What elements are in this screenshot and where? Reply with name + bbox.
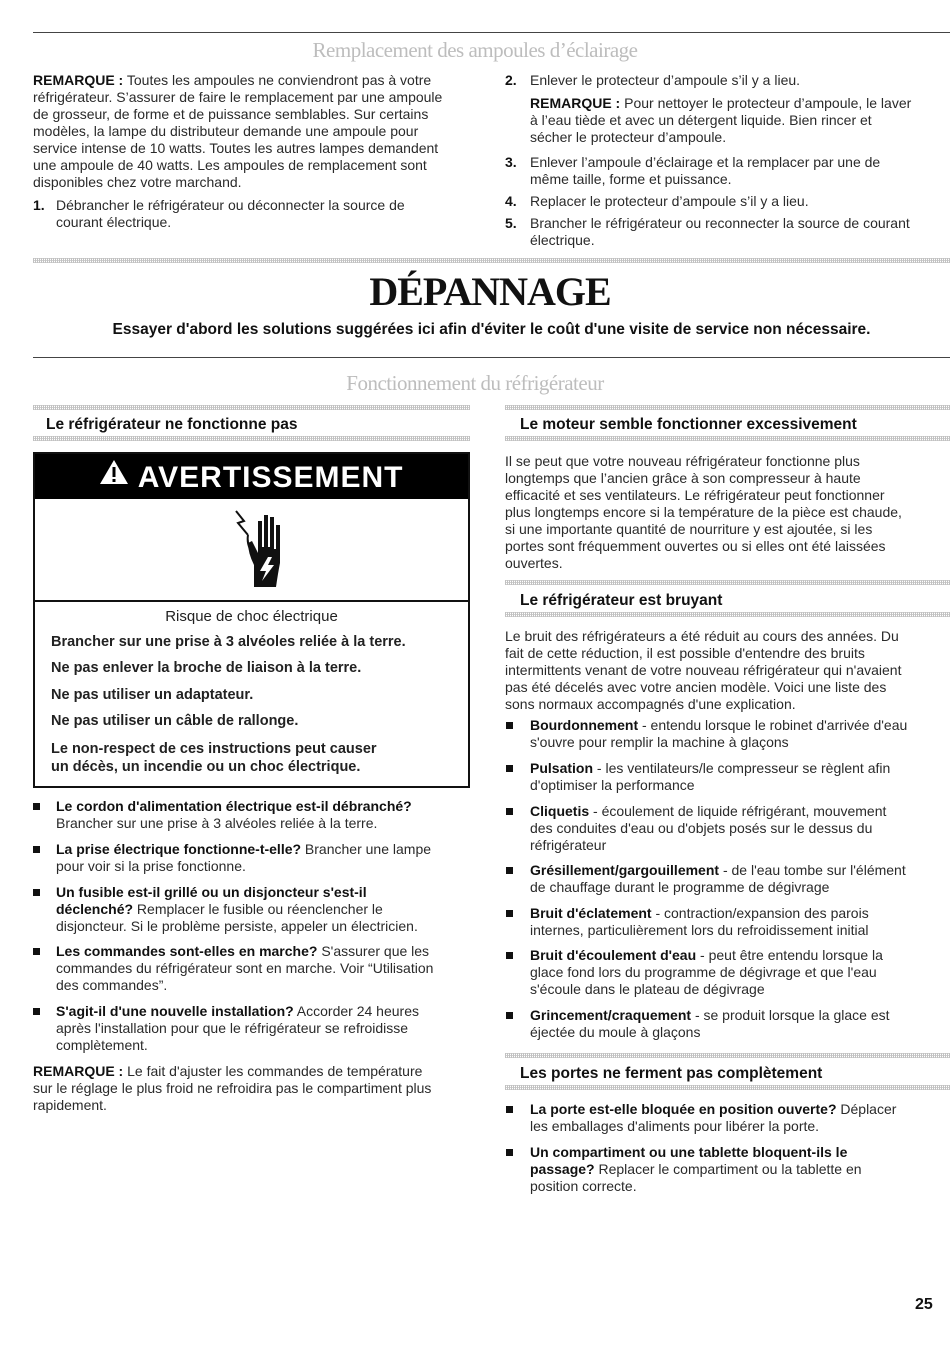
bullet [506, 867, 513, 874]
divider [505, 405, 950, 410]
not-running-heading: Le réfrigérateur ne fonctionne pas [46, 416, 298, 433]
step-text: Enlever le protecteur d’ampoule s’il y a lieu. [530, 72, 801, 88]
warning-box [33, 452, 470, 788]
step-text: Enlever l’ampoule d’éclairage et la remplacer par une de même taille, forme et puissance. [530, 154, 881, 187]
step-text: Brancher le réfrigérateur ou reconnecter la source de courant électrique. [530, 215, 910, 248]
step2-note: REMARQUE : Pour nettoyer le protecteur d’ampoule, le laver à l’eau tiède et avec un détergent liquide. Bien rincer et sécher le protecteur d’ampoule. [530, 95, 912, 145]
bullet [33, 1008, 40, 1015]
noise-text: Le bruit des réfrigérateurs a été réduit au cours des années. Du fait de cette réduction, il est possible d'entendre des bruits intermittents venant de votre nouveau réfrigérateur qui n'avaient pas été décelés avec votre ancien modèle. Voici une liste des sons normaux accompagnés d'une explication. [505, 628, 902, 712]
list-item: Bruit d'écoulement d'eau - peut être entendu lorsque la glace fond lors du programme de dégivrage et que l'eau s'écoule dans le plateau de dégivrage [530, 947, 883, 997]
bullet [506, 952, 513, 959]
step-number: 3. [505, 154, 517, 170]
list-item: Bruit d'éclatement - contraction/expansion des parois internes, particulièrement lors du refroidissement initial [530, 905, 869, 938]
list-item: Un fusible est-il grillé ou un disjoncteur s'est-il déclenché? Remplacer le fusible ou réenclencher le disjoncteur. Si le problème persiste, appeler un électricien. [56, 884, 418, 934]
divider [33, 436, 470, 441]
motor-heading: Le moteur semble fonctionner excessivement [520, 416, 857, 433]
bullet [506, 910, 513, 917]
warning-consequence: Le non-respect de ces instructions peut causer un décès, un incendie ou un choc électrique. [51, 741, 377, 775]
bullet [506, 1106, 513, 1113]
top-rule [33, 32, 950, 33]
list-item: Bourdonnement - entendu lorsque le robinet d'arrivée d'eau s'ouvre pour remplir la machine à glaçons [530, 717, 908, 750]
divider [505, 1085, 950, 1090]
bullet [506, 722, 513, 729]
bullet [33, 846, 40, 853]
list-item: Pulsation - les ventilateurs/le compresseur se règlent afin d'optimiser la performance [530, 760, 891, 793]
warning-line: Ne pas utiliser un câble de rallonge. [51, 713, 299, 729]
warning-risk: Risque de choc électrique [165, 608, 338, 625]
noise-heading: Le réfrigérateur est bruyant [520, 592, 723, 609]
warning-icon-area [35, 499, 468, 602]
divider [505, 436, 950, 441]
list-item: La porte est-elle bloquée en position ouverte? Déplacer les emballages d'aliments pour libérer la porte. [530, 1101, 897, 1134]
warning-triangle-icon [99, 452, 129, 500]
divider [505, 580, 950, 585]
bullet [506, 1012, 513, 1019]
step-number: 5. [505, 215, 517, 231]
step-number: 4. [505, 193, 517, 209]
divider [33, 405, 470, 410]
list-item: Grincement/craquement - se produit lorsque la glace est éjectée du moule à glaçons [530, 1007, 890, 1040]
warning-line: Brancher sur une prise à 3 alvéoles reliée à la terre. [51, 634, 406, 650]
list-item: Le cordon d'alimentation électrique est-il débranché? Brancher sur une prise à 3 alvéoles reliée à la terre. [56, 798, 412, 831]
bulbs-section-title: Remplacement des ampoules d’éclairage [312, 38, 638, 62]
list-item: Les commandes sont-elles en marche? S'assurer que les commandes du réfrigérateur sont en marche. Voir “Utilisation des commandes”. [56, 943, 434, 993]
list-item: Cliquetis - écoulement de liquide réfrigérant, mouvement des conduites d'eau ou d'objets posés sur le dessus du réfrigérateur [530, 803, 887, 853]
bullet [33, 803, 40, 810]
doors-heading: Les portes ne ferment pas complètement [520, 1065, 823, 1082]
bullet [33, 948, 40, 955]
page-title: DÉPANNAGE [369, 269, 611, 314]
warning-line: Ne pas enlever la broche de liaison à la terre. [51, 660, 362, 676]
step-number: 1. [33, 197, 45, 213]
electric-shock-hand-icon [230, 507, 290, 593]
step-number: 2. [505, 72, 517, 88]
bullet [506, 1149, 513, 1156]
warning-header: AVERTISSEMENT [35, 454, 468, 499]
motor-text: Il se peut que votre nouveau réfrigérateur fonctionne plus longtemps que l’ancien grâce à son compresseur à haute efficacité et ses ventilateurs. Le réfrigérateur peut fonctionner plus longtemps encore si la température de la pièce est chaude, si une importante quantité de nourriture y est ajoutée, si les portes sont fréquemment ouvertes ou si elles ont été laissées ouvertes. [505, 453, 902, 571]
list-item: S'agit-il d'une nouvelle installation? Accorder 24 heures après l'installation pour que le réfrigérateur se refroidisse complètement. [56, 1003, 419, 1053]
divider [505, 612, 950, 617]
divider [505, 1053, 950, 1058]
bullet [506, 765, 513, 772]
list-item: La prise électrique fonctionne-t-elle? Brancher une lampe pour voir si la prise fonctionne. [56, 841, 432, 874]
warning-line: Ne pas utiliser un adaptateur. [51, 687, 254, 703]
rule [33, 357, 950, 358]
step-text: Débrancher le réfrigérateur ou déconnecter la source de courant électrique. [56, 197, 405, 230]
bullet [33, 889, 40, 896]
bulbs-note: REMARQUE : Toutes les ampoules ne conviendront pas à votre réfrigérateur. S’assurer de faire le remplacement par une ampoule de grosseur, de forme et de puissance semblables. Sur certains modèles, la lampe du distributeur demande une ampoule pour service intense de 10 watts. Toutes les autres lampes demandent une ampoule de 40 watts. Les ampoules de remplacement sont disponibles chez votre marchand. [33, 72, 443, 190]
divider [33, 258, 950, 263]
list-item: Un compartiment ou une tablette bloquent-ils le passage? Replacer le compartiment ou la tablette en position correcte. [530, 1144, 862, 1194]
step-text: Replacer le protecteur d’ampoule s’il y a lieu. [530, 193, 809, 209]
bullet [506, 808, 513, 815]
page-subtitle: Essayer d'abord les solutions suggérées ici afin d'éviter le coût d'une visite de service non nécessaire. [112, 321, 871, 338]
operation-section-title: Fonctionnement du réfrigérateur [346, 371, 604, 395]
left-note: REMARQUE : Le fait d'ajuster les commandes de température sur le réglage le plus froid ne refroidira pas le compartiment plus rapidement. [33, 1063, 432, 1113]
list-item: Grésillement/gargouillement - de l'eau tombe sur l'élément de chauffage durant le programme de dégivrage [530, 862, 906, 895]
page-number: 25 [915, 1296, 933, 1313]
